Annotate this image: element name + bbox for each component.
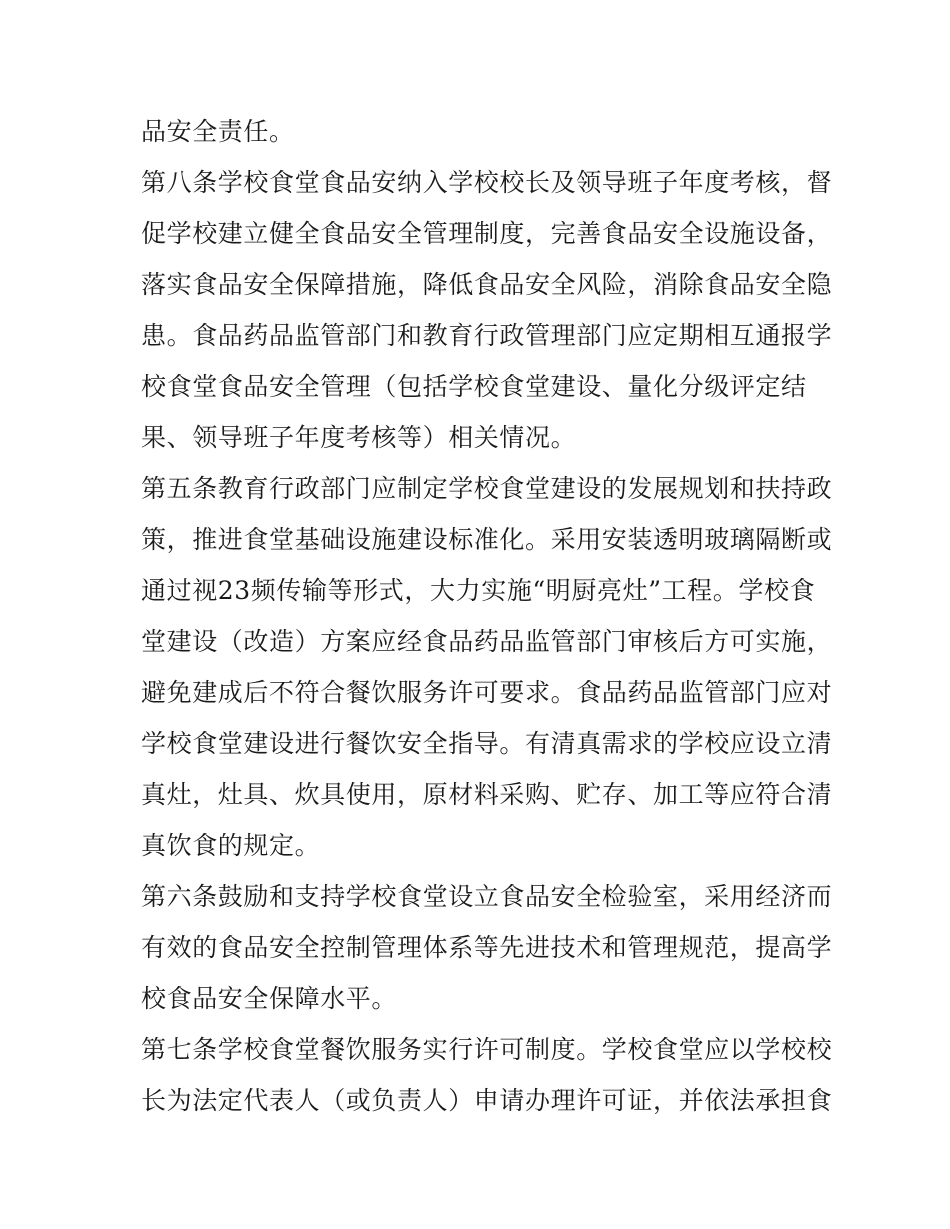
text-line: 第八条学校食堂食品安纳入学校校长及领导班子年度考核，督	[141, 168, 833, 197]
body-text	[141, 106, 833, 1126]
text-line: 策，推进食堂基础设施建设标准化。采用安装透明玻璃隔断或	[141, 525, 833, 554]
text-line: 堂建设（改造）方案应经食品药品监管部门审核后方可实施，	[141, 627, 833, 656]
text-line: 学校食堂建设进行餐饮安全指导。有清真需求的学校应设立清	[141, 729, 833, 758]
text-line: 真灶，灶具、炊具使用，原材料采购、贮存、加工等应符合清	[141, 780, 833, 809]
text-line: 第七条学校食堂餐饮服务实行许可制度。学校食堂应以学校校	[141, 1035, 833, 1064]
text-line: 第五条教育行政部门应制定学校食堂建设的发展规划和扶持政	[141, 474, 833, 503]
text-line: 落实食品安全保障措施，降低食品安全风险，消除食品安全隐	[141, 270, 833, 299]
text-line: 促学校建立健全食品安全管理制度，完善食品安全设施设备，	[141, 219, 833, 248]
text-line: 校食品安全保障水平。	[141, 984, 398, 1013]
text-line: 通过视23频传输等形式，大力实施“明厨亮灶”工程。学校食	[141, 576, 816, 605]
text-line: 品安全责任。	[141, 117, 295, 146]
text-line: 长为法定代表人（或负责人）申请办理许可证，并依法承担食	[141, 1086, 833, 1115]
text-line: 有效的食品安全控制管理体系等先进技术和管理规范，提高学	[141, 933, 833, 962]
text-line: 校食堂食品安全管理（包括学校食堂建设、量化分级评定结	[141, 372, 807, 401]
text-line: 患。食品药品监管部门和教育行政管理部门应定期相互通报学	[141, 321, 833, 350]
text-line: 真饮食的规定。	[141, 831, 321, 860]
text-line: 第六条鼓励和支持学校食堂设立食品安全检验室，采用经济而	[141, 882, 833, 911]
text-line: 避免建成后不符合餐饮服务许可要求。食品药品监管部门应对	[141, 678, 833, 707]
text-line: 果、领导班子年度考核等）相关情况。	[141, 423, 577, 452]
